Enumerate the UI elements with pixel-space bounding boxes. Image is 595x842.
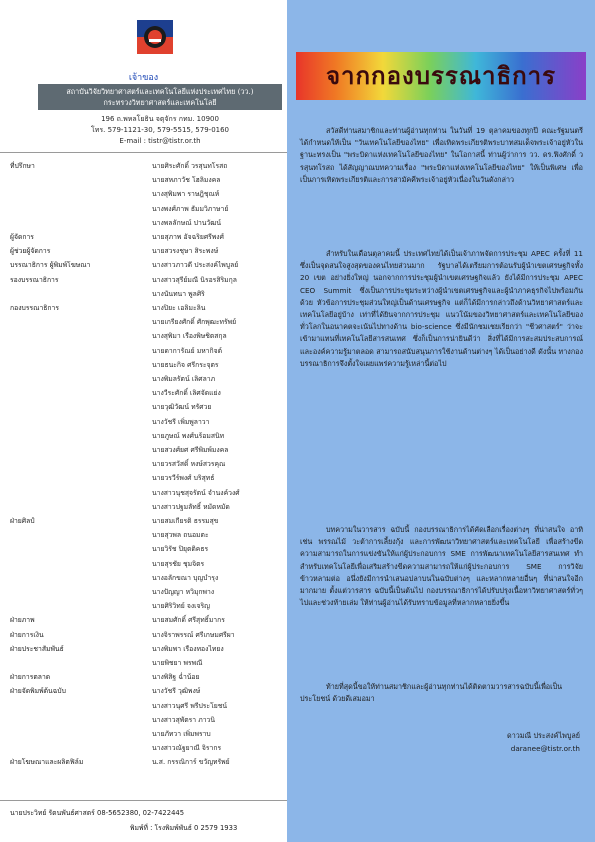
staff-name: นางพิมพา เรืองทองไทยง <box>152 644 224 653</box>
staff-name: นายสุวพล ถนอมตะ <box>152 531 209 540</box>
staff-row <box>0 728 287 740</box>
staff-row <box>0 217 287 229</box>
staff-row <box>0 586 287 598</box>
staff-name: นางสาวณัฐยาณี จิรากร <box>152 744 222 753</box>
staff-row <box>0 543 287 555</box>
staff-name: นางพงศ์ภาพ ธัมมวิภาษาย์ <box>152 204 229 213</box>
staff-name: นายศิระศักดิ์ วรสุนทโรสถ <box>152 162 228 170</box>
owner-phone: โทร. 579-1121-30, 579-5515, 579-0160 <box>90 126 230 134</box>
staff-row <box>0 558 287 570</box>
staff-row <box>0 387 287 399</box>
staff-role: รองบรรณาธิการ <box>10 275 59 284</box>
staff-role: ที่ปรึกษา <box>10 162 35 170</box>
staff-name: นายพิชยา พรพณี <box>152 659 203 667</box>
editorial-paragraph-4: ท้ายที่สุดนี้ขอให้ท่านสมาชิกและผู้อ่านทุกท่านได้ติดตามวารสารฉบับนี้เพื่อเป็นประโยชน์ ด้วยดีเสมอมา <box>300 682 563 704</box>
staff-name: นายวุฒิวัฒน์ ทรัศวย <box>152 403 212 412</box>
staff-row <box>0 373 287 385</box>
staff-row <box>0 430 287 442</box>
staff-name: นางพิมลรัตน์ เลิศลาภ <box>152 375 216 383</box>
staff-name: นางวัชรี เพิ่มพูลาวา <box>152 417 210 426</box>
staff-role: ฝ่ายประชาสัมพันธ์ <box>10 644 64 653</box>
staff-name: นายสุรชัย ชุมจิตร <box>152 559 205 568</box>
staff-row <box>0 501 287 513</box>
editorial-title: จากกองบรรณาธิการ <box>325 61 557 90</box>
staff-role: ฝ่ายภาพ <box>10 616 35 625</box>
staff-row <box>0 416 287 428</box>
owner-address: 196 ถ.พหลโยธิน จตุจักร กทม. 10900 <box>101 115 219 123</box>
staff-name: นายเกรียงศักดิ์ ศักพุฒะทรัพย์ <box>152 318 237 327</box>
editorial-paragraph-1: สวัสดีท่านสมาชิกและท่านผู้อ่านทุกท่าน ในวันที่ 19 ตุลาคมของทุกปี คณะรัฐมนตรีได้กำหนดให้เป็น "วันเทคโนโลยีของไทย" เพื่อเทิดพระเกียรติพระบาทสมเด็จพระเจ้าอยู่หัวในฐานะทรงเป็น "พระบิดาแห่งเทคโนโลยีของไทย" ในโอกาสนี้ ท่านผู้ว่าการ วว. ดร.ฟิงศักดิ์ วรสุนทโรสถ ได้สัญญาณบทความเรื่อง "พระบิดาแห่งเทคโนโลยีของไทย" ให้เป็นพิเศษ เพื่อเป็นการเทิดพระเกียรติและการสามัคคีพระเจ้าอยู่หัวเนื่องในวันดังกล่าว <box>300 126 583 184</box>
staff-name: นายภูษณ์ พงศ์นร้อมสนิท <box>152 431 225 440</box>
staff-row <box>0 515 287 527</box>
staff-row <box>0 274 287 286</box>
staff-role: กองบรรณาธิการ <box>10 304 59 312</box>
staff-name: นางสาวนุศรี พรีประโยชน์ <box>152 701 227 710</box>
staff-name: นางนันทนา พูลศิริ <box>152 289 205 298</box>
staff-row <box>0 302 287 314</box>
staff-role: ฝ่ายการตลาด <box>10 673 51 682</box>
staff-name: นายสหภาวัช โฮลิมงคล <box>152 176 221 185</box>
divider <box>0 800 287 801</box>
staff-row <box>0 685 287 697</box>
staff-name: นายสมเกียรติ ธรรมสุข <box>152 517 219 525</box>
owner-email: E-mail : tistr@tistr.or.th <box>119 137 201 145</box>
staff-row <box>0 742 287 754</box>
staff-name: นางพิสิฐ ฉ่ำน้อย <box>152 673 200 682</box>
printer-contact: นายประวิทย์ รัตนพันธ์ศาสตร์ 08-5652380, 02-7422445 <box>10 809 185 817</box>
staff-row <box>0 529 287 541</box>
staff-name: นายวรสวัสดิ์ หงษ์สวรคุณ <box>152 460 226 469</box>
staff-name: นายสวรงชุษา สิระพงษ์ <box>152 247 219 256</box>
staff-name: นายสมศักดิ์ ศรีสุทธิ์มากร <box>152 616 225 625</box>
staff-row <box>0 458 287 470</box>
staff-row <box>0 259 287 271</box>
staff-name: นางสุพิมา เรืองพิษชิตสกุล <box>152 332 227 341</box>
staff-name: นายสุภาพ อัจฉริยศรีพงศ์ <box>152 233 224 241</box>
staff-row <box>0 203 287 215</box>
owner-label: เจ้าของ <box>128 73 159 83</box>
staff-name: นางสาวสุพัตรา ภาวนิ <box>152 715 215 724</box>
staff-role: ฝ่ายศิลป์ <box>10 517 35 525</box>
tistr-logo <box>137 20 173 54</box>
staff-name: นายสวงศ์ยศ ศรีพิมพ์มงคล <box>152 446 229 454</box>
staff-name: นายภัทวา เพิ่มพราบ <box>152 730 211 738</box>
staff-row <box>0 345 287 357</box>
staff-row <box>0 188 287 200</box>
staff-row <box>0 614 287 626</box>
staff-row <box>0 472 287 484</box>
staff-row <box>0 643 287 655</box>
staff-role: บรรณาธิการ ผู้พิมพ์โฆษณา <box>10 261 91 270</box>
staff-name: นายธนะกิจ ศรีกระจุตร <box>152 360 219 369</box>
staff-name: น.ส. กรรณิการ์ ขวัญทรัพย์ <box>152 758 230 767</box>
staff-name: นายวิรัช ปิยุตติคธร <box>152 545 209 554</box>
staff-row <box>0 700 287 712</box>
staff-name: นางจิราพรรณ์ ศรีเกษมศรีผา <box>152 630 235 639</box>
staff-row <box>0 671 287 683</box>
staff-row <box>0 600 287 612</box>
staff-role: ฝ่ายจัดพิมพ์ต้นฉบับ <box>10 687 66 696</box>
owner-ministry: กระทรวงวิทยาศาสตร์และเทคโนโลยี <box>103 98 217 107</box>
divider <box>0 152 287 153</box>
owner-banner <box>38 84 282 110</box>
editorial-title-banner <box>296 52 586 100</box>
staff-name: นางสุพิมพา ราษฎิชุณห์ <box>152 190 220 199</box>
signature-name: ดาวมณี ประสงค์ไพบูลย์ <box>507 731 580 740</box>
staff-row <box>0 572 287 584</box>
signature-email: daranee@tistr.or.th <box>510 744 580 753</box>
print-house: พิมพ์ที่ : โรงพิมพ์พันธ์ 0 2579 1933 <box>130 824 238 832</box>
editorial-paragraph-2: สำหรับในเดือนตุลาคมนี้ ประเทศไทยได้เป็นเจ้าภาพจัดการประชุม APEC ครั้งที่ 11 ซึ่งเป็นจุดสนใจสูงสุดของคนไทยส่วนมาก รัฐบาลได้เตรียมการต้อนรับผู้นำเขตเศรษฐกิจทั้ง 20 เขต อย่างยิ่งใหญ่ นอกจากการประชุมผู้นำเขตเศรษฐกิจแล้ว ยังได้มีการประชุม APEC CEO Summit ซึ่งเป็นการประชุมระหว่างผู้นำเขตเศรษฐกิจและผู้นำภาคธุรกิจไปพร้อมกันด้วย หัวข้อการประชุมส่วนใหญ่เป็นด้านเศรษฐกิจ แต่ก็ได้มีการกล่าวถึงด้านวิทยาศาสตร์และเทคโนโลยีอยู่บ้าง เท่าที่ได้ยินจากการประชุม แนวโน้มของวิทยาศาสตร์และเทคโนโลยีของทั่วโลกในอนาคตจะเน้นไปทางด้าน bio-science ซึ่งมีนักชมเชยเรียกว่า "ชีวศาสตร์" ว่าจะเข้ามาแทนที่เทคโนโลยีสารสนเทศ ซึ่งก็เป็นการน่ายินดีว่า สิ่งที่ได้มีการสะสมประสบการณ์และองค์ความรู้มาตลอด สามารถสนับสนุนการใช้งานด้านต่างๆ ได้เป็นอย่างดี ดังนั้น ทางกองบรรณาธิการจึงตั้งใจเผยแพร่ความรู้เหล่านี้ต่อไป <box>300 249 583 368</box>
staff-row <box>0 330 287 342</box>
staff-name: นายศิริวิทย์ จงเจริญ <box>152 602 210 611</box>
staff-name: นางวัชรี วุฒิพงษ์ <box>152 687 201 696</box>
editorial-paragraph-3: บทความในวารสาร ฉบับนี้ กองบรรณาธิการได้คัดเลือกเรื่องต่างๆ ที่น่าสนใจ อาทิเช่น พรรณไม้ วะต้าการเลี้ยงกุ้ง และการพัฒนาวิทยาศาสตร์และเทคโนโลยี เพื่อสร้างขีดความสามารถในการแข่งขันให้แก่ผู้ประกอบการ SME การพัฒนาเทคโนโลยีสารสนเทศ ทำสำหรับเทคโนโลยีเพื่อเสริมสร้างขีดความสามารถให้แก่ผู้ประกอบการ SME การวิจัยข้าวหลามต่อ อนึ่งยังมีการนำเสนอปลาบนในฉบับต่างๆ และหลากหลายอื่นๆ ที่น่าสนใจอีกมากมาย ตั้งแต่วารสาร ฉบับนี้เป็นต้นไป กองบรรณาธิการได้ปรับปรุงเนื้อหาวิทยาศาสตร์ทั่วๆไปและช่วงท้ายเล่ม ให้ท่านผู้อ่านได้รับทราบข้อมูลที่หลากหลายยิ่งขึ้น <box>300 525 583 608</box>
staff-name: นางวีระศักดิ์ เลิศจัดแย่ง <box>152 389 221 398</box>
staff-name: นางปัญญา หวิมุกพาง <box>152 588 215 596</box>
staff-row <box>0 231 287 243</box>
staff-row <box>0 756 287 768</box>
staff-row <box>0 629 287 641</box>
staff-row <box>0 401 287 413</box>
staff-name: นายดาการัณย์ มหากิจต์ <box>152 346 222 355</box>
staff-row <box>0 444 287 456</box>
staff-row <box>0 487 287 499</box>
masthead-column <box>0 0 287 842</box>
staff-name: นางพลลักษณ์ ปานวัฒน์ <box>152 218 222 227</box>
staff-name: นางสาวปฐมลัทธิ์ หมัดหมัด <box>152 502 230 511</box>
staff-name: นางสาวนุชสุจรัตน์ จำนงค์วงศ์ <box>152 488 240 497</box>
staff-name: นางสาวภาวดี ประสงค์ไพบูลย์ <box>152 261 239 270</box>
staff-row <box>0 714 287 726</box>
staff-row <box>0 316 287 328</box>
staff-name: นางอลักขณา บุญบำรุง <box>152 573 219 582</box>
staff-role: ฝ่ายโฆษณาและผลิตฟิล์ม <box>10 758 84 767</box>
staff-role: ผู้จัดการ <box>10 233 34 241</box>
owner-name: สถาบันวิจัยวิทยาศาสตร์และเทคโนโลยีแห่งประเทศไทย (วว.) <box>66 87 254 96</box>
staff-row <box>0 359 287 371</box>
staff-row <box>0 160 287 172</box>
staff-role: ผู้ช่วยผู้จัดการ <box>10 247 51 256</box>
staff-row <box>0 245 287 257</box>
staff-name: นางปิยะ เอลิมะลิน <box>152 304 206 312</box>
staff-name: นายวรวีร์พงศ์ บริสุทธ์ <box>152 474 215 483</box>
staff-row <box>0 174 287 186</box>
staff-name: นางสาวสุรีย์มณี นิรอรสิริมกุล <box>152 275 237 284</box>
staff-row <box>0 288 287 300</box>
staff-role: ฝ่ายการเงิน <box>10 630 44 639</box>
staff-row <box>0 657 287 669</box>
